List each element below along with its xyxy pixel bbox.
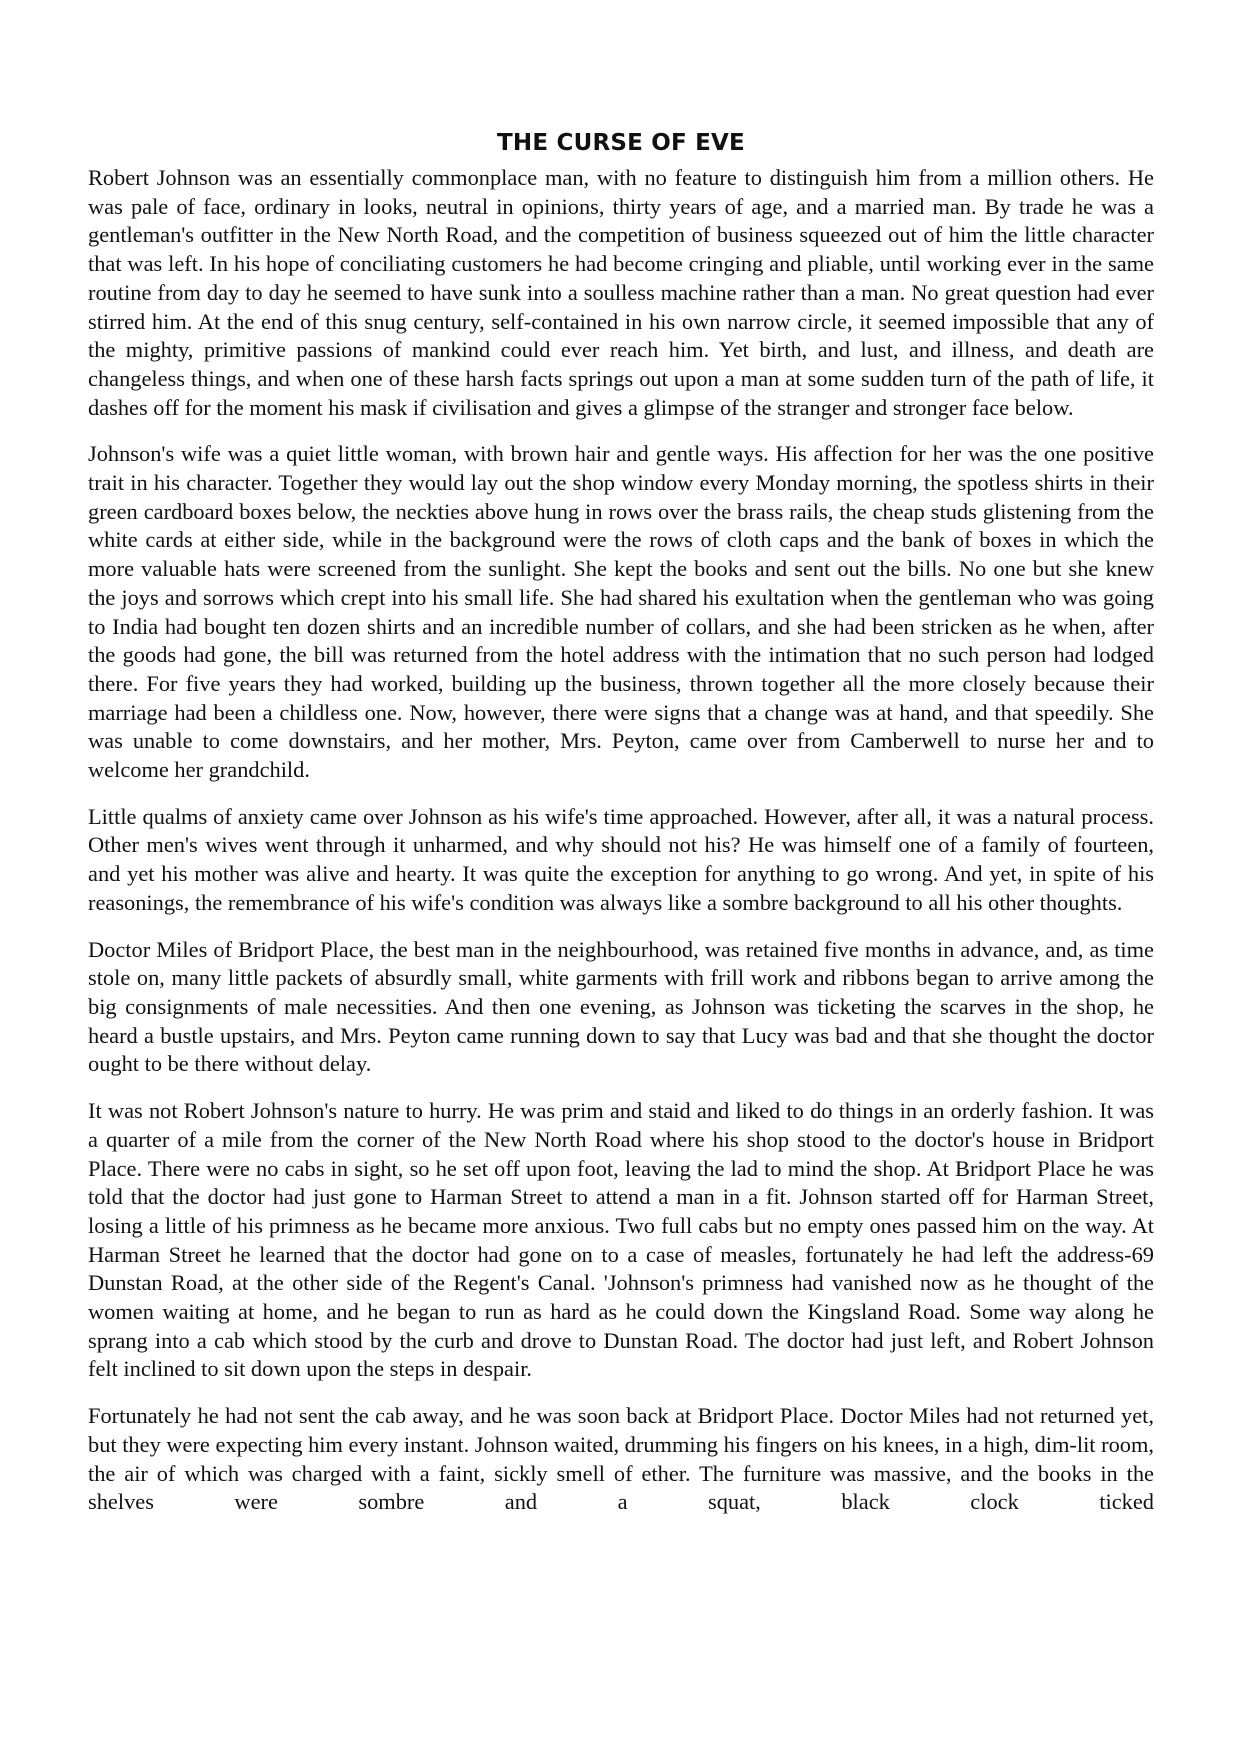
- paragraph-6: Fortunately he had not sent the cab away, and he was soon back at Bridport Place. Doctor Miles had not returned yet, but they were expecting him every instant. Johnson waited, drumming his fingers on his knees, in a high, dim-lit room, the air of which was charged with a faint, sickly smell of ether. The furniture was massive, and the books in the shelves were sombre and a squat, black clock ticked: [88, 1403, 1154, 1515]
- paragraph-1: Robert Johnson was an essentially commonplace man, with no feature to distinguish him from a million others. He was pale of face, ordinary in looks, neutral in opinions, thirty years of age, and a married man. By trade he was a gentleman's outfitter in the New North Road, and the competition of business squeezed out of him the little character that was left. In his hope of conciliating customers he had become cringing and pliable, until working ever in the same routine from day to day he seemed to have sunk into a soulless machine rather than a man. No great question had ever stirred him. At the end of this snug century, self-contained in his own narrow circle, it seemed impossible that any of the mighty, primitive passions of mankind could ever reach him. Yet birth, and lust, and illness, and death are changeless things, and when one of these harsh facts springs out upon a man at some sudden turn of the path of life, it dashes off for the moment his mask if civilisation and gives a glimpse of the stranger and stronger face below.: [88, 165, 1154, 420]
- paragraph-4: Doctor Miles of Bridport Place, the best man in the neighbourhood, was retained five months in advance, and, as time stole on, many little packets of absurdly small, white garments with frill work and ribbons began to arrive among the big consignments of male necessities. And then one evening, as Johnson was ticketing the scarves in the shop, he heard a bustle upstairs, and Mrs. Peyton came running down to say that Lucy was bad and that she thought the doctor ought to be there without delay.: [88, 936, 1154, 1077]
- paragraph-5: It was not Robert Johnson's nature to hurry. He was prim and staid and liked to do things in an orderly fashion. It was a quarter of a mile from the corner of the New North Road where his shop stood to the doctor's house in Bridport Place. There were no cabs in sight, so he set off upon foot, leaving the lad to mind the shop. At Bridport Place he was told that the doctor had just gone to Harman Street to attend a man in a fit. Johnson started off for Harman Street, losing a little of his primness as he became more anxious. Two full cabs but no empty ones passed him on the way. At Harman Street he learned that the doctor had gone on to a case of measles, fortunately he had left the address-69 Dunstan Road, at the other side of the Regent's Canal. 'Johnson's primness had vanished now as he thought of the women waiting at home, and he began to run as hard as he could down the Kingsland Road. Some way along he sprang into a cab which stood by the curb and drove to Dunstan Road. The doctor had just left, and Robert Johnson felt inclined to sit down upon the steps in despair.: [88, 1098, 1154, 1382]
- document-page: [88, 130, 1154, 1535]
- paragraph-3: Little qualms of anxiety came over Johnson as his wife's time approached. However, after all, it was a natural process. Other men's wives went through it unharmed, and why should not his? He was himself one of a family of fourteen, and yet his mother was alive and hearty. It was quite the exception for anything to go wrong. And yet, in spite of his reasonings, the remembrance of his wife's condition was always like a sombre background to all his other thoughts.: [88, 803, 1154, 915]
- paragraph-2: Johnson's wife was a quiet little woman, with brown hair and gentle ways. His affection for her was the one positive trait in his character. Together they would lay out the shop window every Monday morning, the spotless shirts in their green cardboard boxes below, the neckties above hung in rows over the brass rails, the cheap studs glistening from the white cards at either side, while in the background were the rows of cloth caps and the bank of boxes in which the more valuable hats were screened from the sunlight. She kept the books and sent out the bills. No one but she knew the joys and sorrows which crept into his small life. She had shared his exultation when the gentleman who was going to India had bought ten dozen shirts and an incredible number of collars, and she had been stricken as he when, after the goods had gone, the bill was returned from the hotel address with the intimation that no such person had lodged there. For five years they had worked, building up the business, thrown together all the more closely because their marriage had been a childless one. Now, however, there were signs that a change was at hand, and that speedily. She was unable to come downstairs, and her mother, Mrs. Peyton, came over from Camberwell to nurse her and to welcome her grandchild.: [88, 441, 1154, 783]
- document-title: THE CURSE OF EVE: [497, 130, 745, 156]
